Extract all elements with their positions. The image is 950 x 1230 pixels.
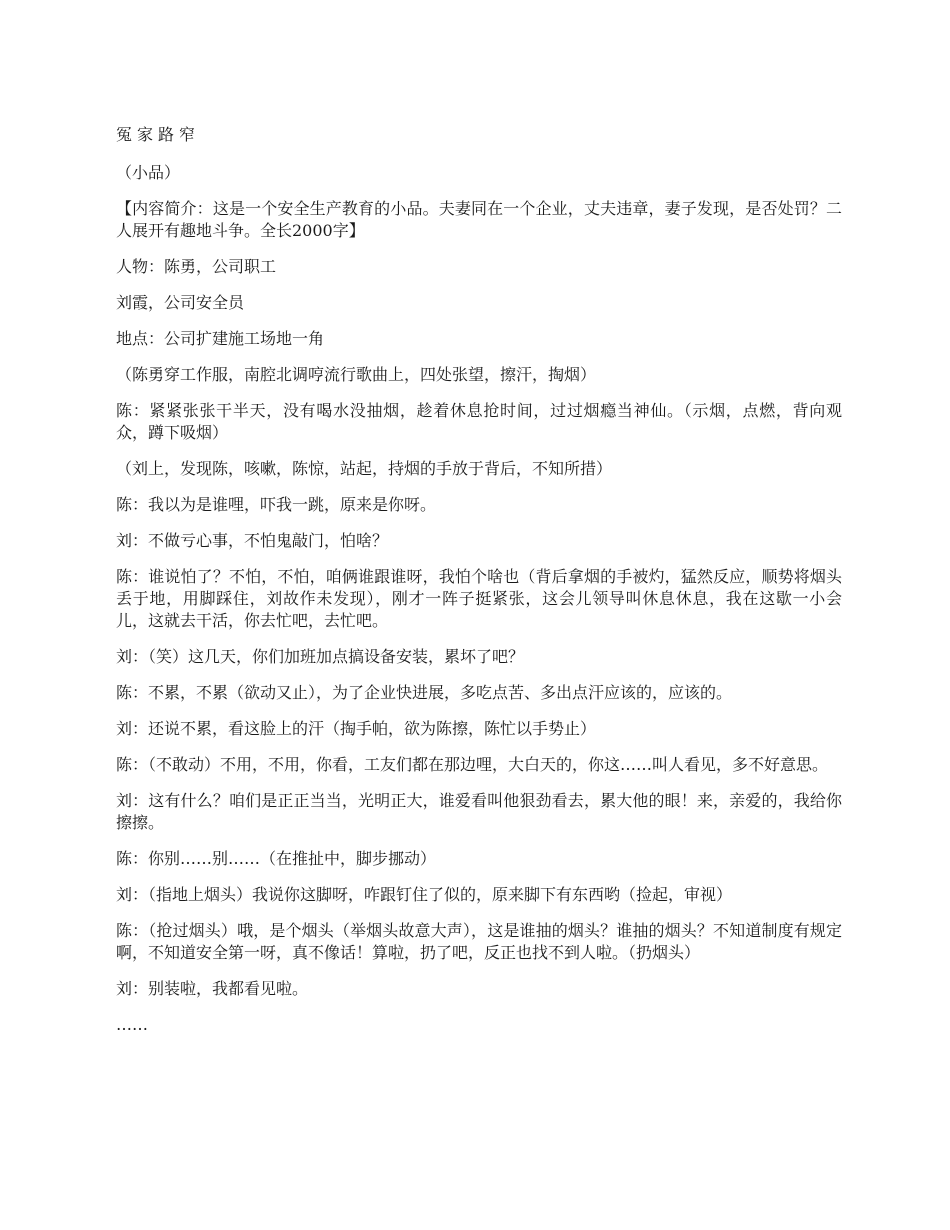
paragraph-summary: 【内容简介：这是一个安全生产教育的小品。夫妻同在一个企业，丈夫违章，妻子发现，是否处罚？二人展开有趣地斗争。全长2000字】 — [116, 199, 842, 240]
paragraph-character-chen: 人物：陈勇，公司职工 — [116, 257, 277, 276]
dialogue-line: 刘：别装啦，我都看见啦。 — [116, 979, 309, 998]
dialogue-line: 刘：不做亏心事，不怕鬼敲门，怕啥？ — [116, 531, 389, 550]
dialogue-line: 陈：不累，不累（欲动又止），为了企业快进展，多吃点苦、多出点汗应该的，应该的。 — [116, 683, 733, 702]
paragraph-character-liu: 刘霞，公司安全员 — [116, 293, 245, 312]
dialogue-line: 陈：（抢过烟头）哦，是个烟头（举烟头故意大声），这是谁抽的烟头？谁抽的烟头？不知道制度有规定啊，不知道安全第一呀，真不像话！算啦，扔了吧，反正也找不到人啦。（扔烟头） — [116, 921, 842, 962]
document-title: 冤家路窄 — [116, 125, 201, 144]
paragraph-stage-direction: （刘上，发现陈，咳嗽，陈惊，站起，持烟的手放于背后，不知所措） — [116, 459, 613, 478]
dialogue-line: 刘：（指地上烟头）我说你这脚呀，咋跟钉住了似的，原来脚下有东西哟（捡起，审视） — [116, 885, 733, 904]
dialogue-line: 陈：谁说怕了？不怕，不怕，咱俩谁跟谁呀，我怕个啥也（背后拿烟的手被灼，猛然反应，顺势将烟头丢于地，用脚踩住，刘故作未发现），刚才一阵子挺紧张，这会儿领导叫休息休息，我在这歇一小会儿，这就去干活，你去忙吧，去忙吧。 — [116, 567, 842, 630]
dialogue-line: 陈：紧紧张张干半天，没有喝水没抽烟，趁着休息抢时间，过过烟瘾当神仙。（示烟，点燃，背向观众，蹲下吸烟） — [116, 401, 842, 442]
dialogue-line: 刘：还说不累，看这脸上的汗（掏手帕，欲为陈擦，陈忙以手势止） — [116, 719, 597, 738]
paragraph-stage-direction: （陈勇穿工作服，南腔北调哼流行歌曲上，四处张望，擦汗，掏烟） — [116, 365, 597, 384]
document-page — [116, 124, 842, 1050]
continuation-ellipsis: …… — [116, 1015, 148, 1034]
dialogue-line: 刘：这有什么？咱们是正正当当，光明正大，谁爱看叫他狠劲看去，累大他的眼！来，亲爱的，我给你擦擦。 — [116, 791, 842, 832]
dialogue-line: 陈：我以为是谁哩，吓我一跳，原来是你呀。 — [116, 495, 437, 514]
document-subtitle: （小品） — [116, 163, 181, 182]
paragraph-location: 地点：公司扩建施工场地一角 — [116, 329, 325, 348]
dialogue-line: 陈：（不敢动）不用，不用，你看，工友们都在那边哩，大白天的，你这……叫人看见，多不好意思。 — [116, 755, 829, 774]
dialogue-line: 刘：（笑）这几天，你们加班加点搞设备安装，累坏了吧？ — [116, 647, 525, 666]
dialogue-line: 陈：你别……别……（在推扯中，脚步挪动） — [116, 849, 437, 868]
